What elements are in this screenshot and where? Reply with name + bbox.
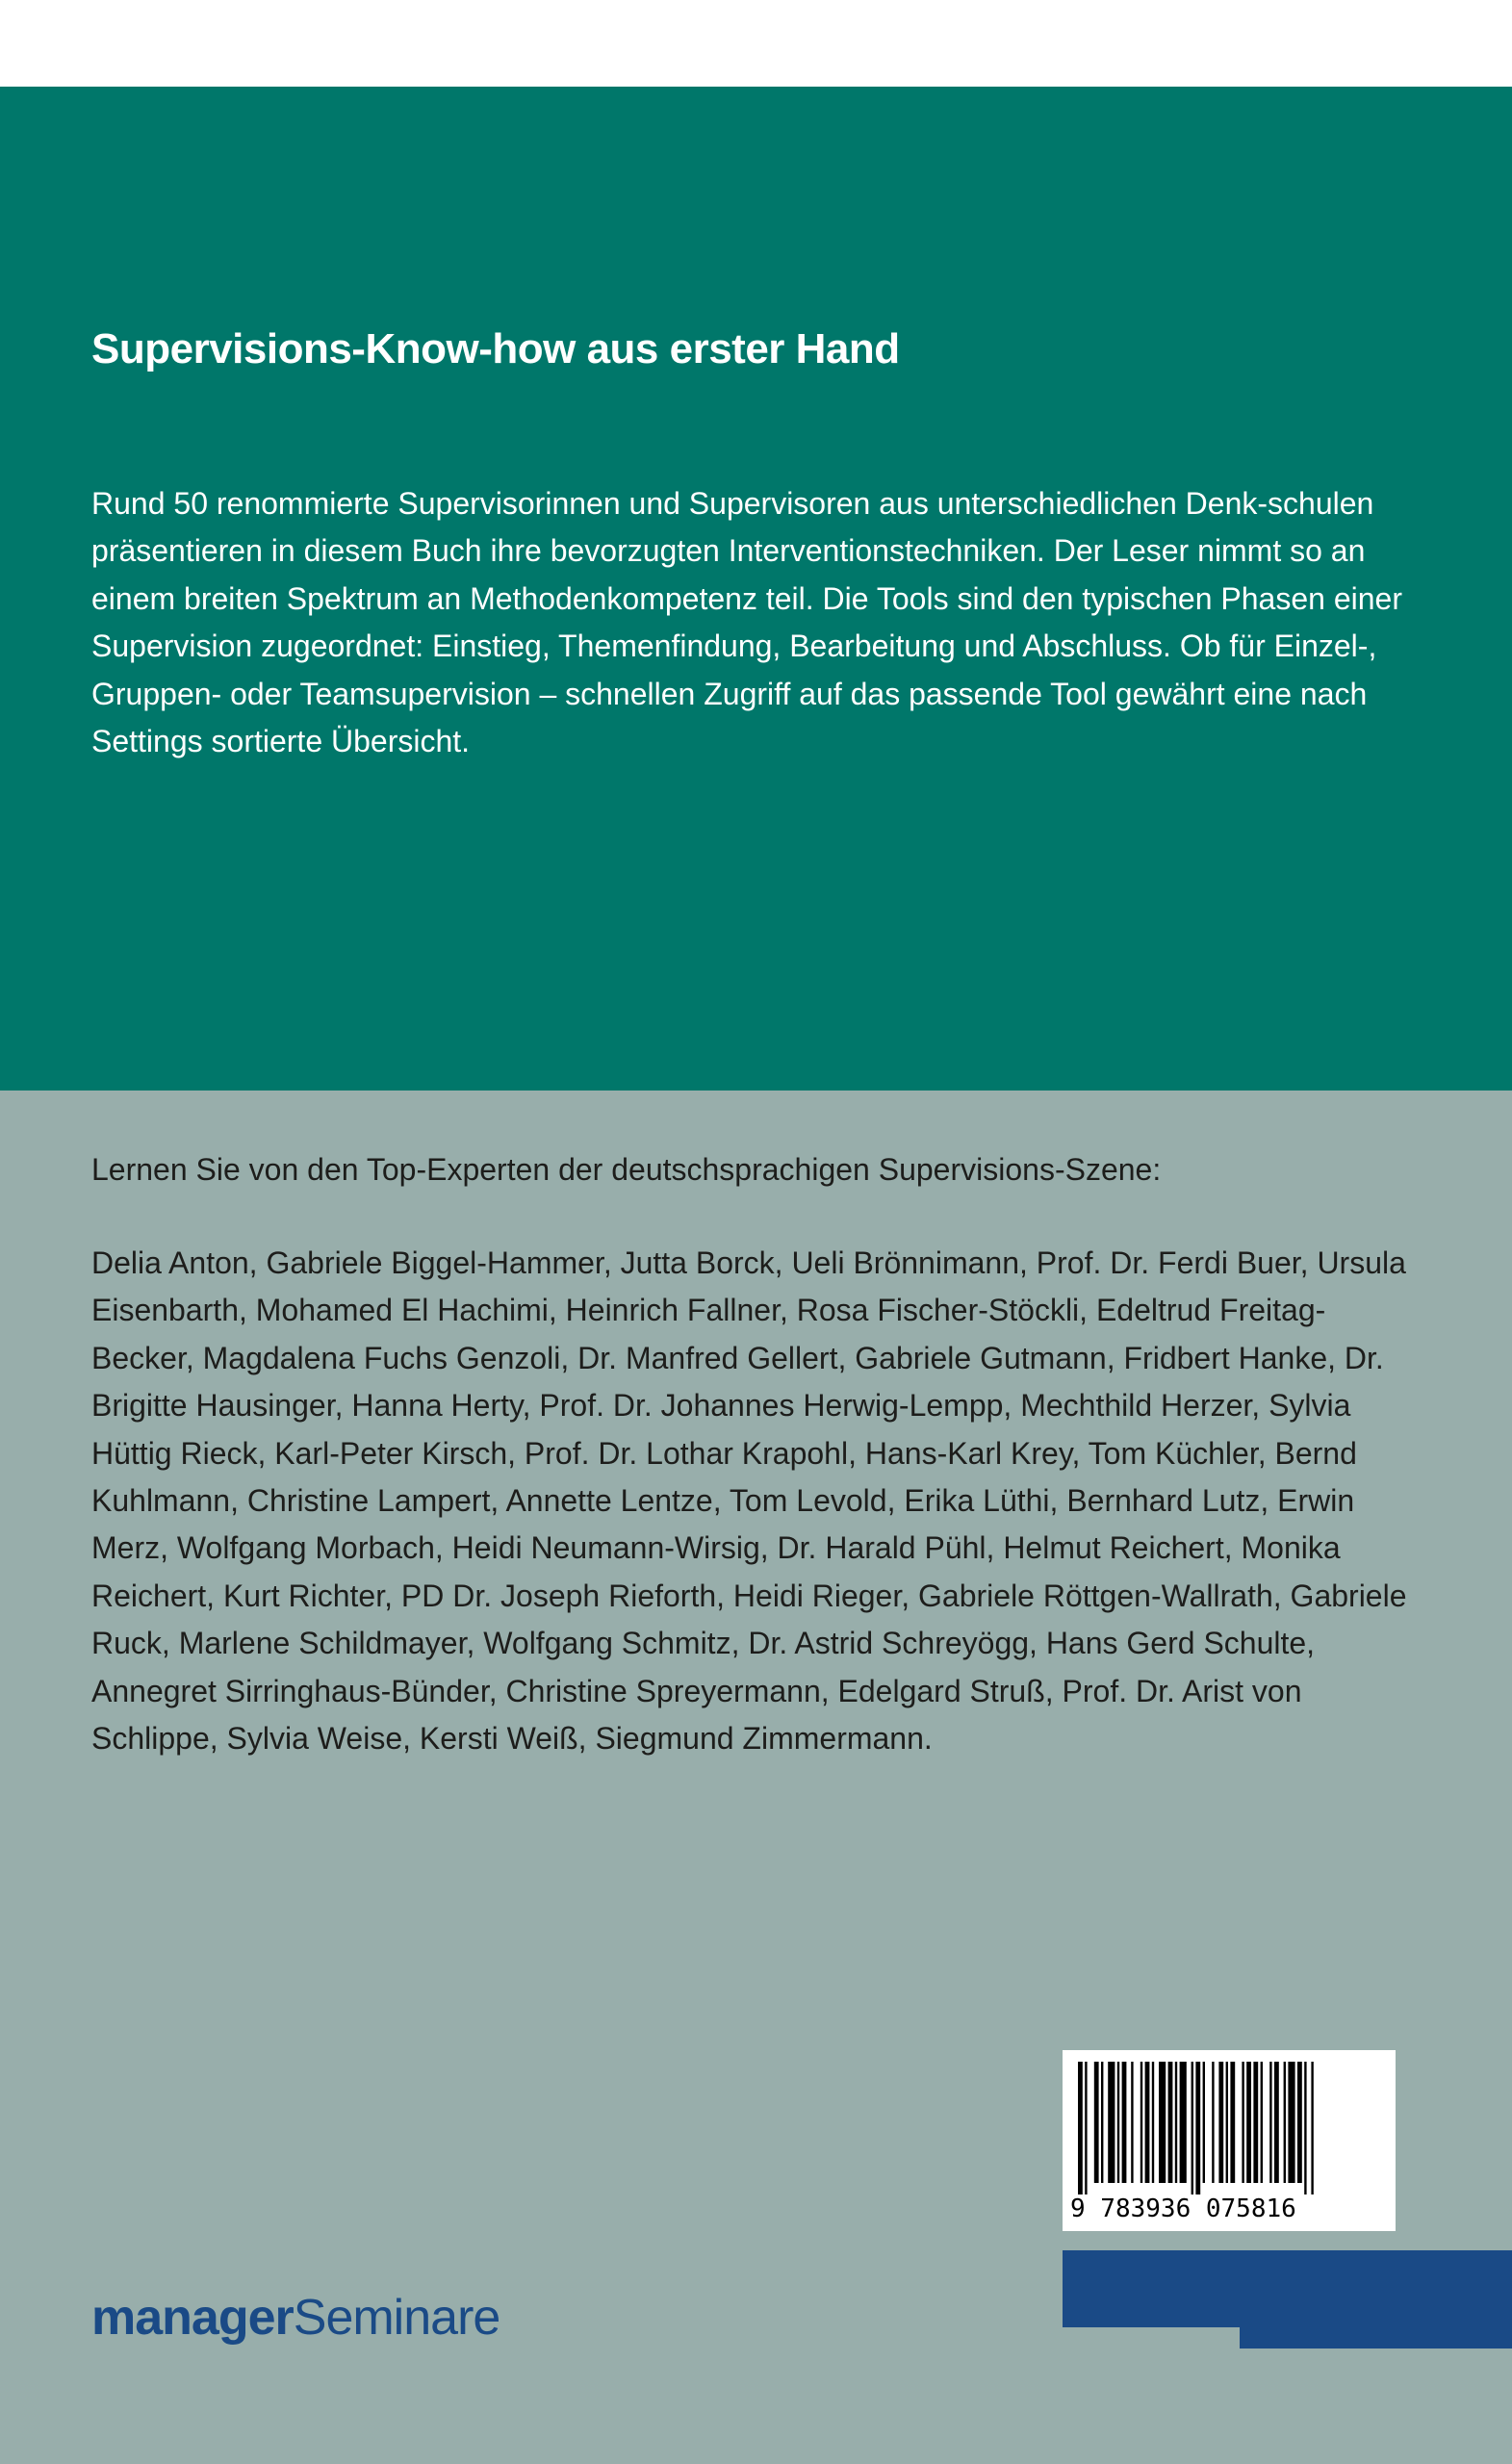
logo-seminare: Seminare xyxy=(293,2290,500,2346)
barcode-bar xyxy=(1242,2062,1243,2183)
barcode-bar xyxy=(1311,2062,1313,2194)
barcode-bar xyxy=(1269,2062,1271,2183)
barcode-bar xyxy=(1152,2062,1154,2183)
barcode-digits: 9 783936 075816 xyxy=(1070,2194,1296,2223)
barcode-bar xyxy=(1203,2062,1205,2183)
barcode-bar xyxy=(1078,2062,1083,2194)
barcode-bar xyxy=(1195,2062,1200,2194)
barcode-bar xyxy=(1140,2062,1142,2183)
logo-manager: manager xyxy=(91,2290,294,2346)
barcode-bar xyxy=(1226,2062,1228,2183)
top-white-band xyxy=(0,0,1512,87)
barcode-bar xyxy=(1304,2062,1306,2194)
barcode-bar xyxy=(1168,2062,1173,2183)
barcode-bar xyxy=(1218,2062,1223,2183)
barcode-bar xyxy=(1288,2062,1294,2183)
barcode-bar xyxy=(1094,2062,1099,2183)
barcode-bar xyxy=(1145,2062,1150,2183)
barcode-bar xyxy=(1180,2062,1187,2183)
barcode-bar xyxy=(1131,2062,1133,2183)
barcode-bar xyxy=(1274,2062,1279,2183)
barcode-bar xyxy=(1261,2062,1263,2183)
publisher-logo xyxy=(91,2287,500,2348)
isbn-barcode xyxy=(1063,2050,1396,2231)
brand-blue-block-step xyxy=(1240,2327,1512,2348)
barcode-bar xyxy=(1101,2062,1103,2183)
brand-blue-block xyxy=(1063,2250,1512,2327)
barcode-bar xyxy=(1284,2062,1286,2183)
barcode-bars xyxy=(1076,2062,1382,2194)
barcode-bar xyxy=(1117,2062,1119,2183)
experts-intro: Lernen Sie von den Top-Experten der deutschsprachigen Supervisions-Szene: xyxy=(91,1152,1162,1187)
barcode-bar xyxy=(1297,2062,1302,2183)
blurb-paragraph: Rund 50 renommierte Supervisorinnen und Supervisoren aus unterschiedlichen Denk-schulen präsentieren in diesem Buch ihre bevorzugten Interventionstechniken. Der Leser nimmt so an einem breiten Spektrum an Methodenkompetenz teil. Die Tools sind den typischen Phasen einer Supervision zugeordnet: Einstieg, Themenfindung, Bearbeitung und Abschluss. Ob für Einzel-, Gruppen- oder Teamsupervision – schnellen Zugriff auf das passende Tool gewährt eine nach Settings sortierte Übersicht. xyxy=(91,486,1402,759)
barcode-bar xyxy=(1192,2062,1193,2194)
barcode-bar xyxy=(1175,2062,1177,2183)
barcode-bar xyxy=(1212,2062,1214,2183)
barcode-bar xyxy=(1159,2062,1166,2183)
barcode-bar xyxy=(1253,2062,1258,2183)
barcode-bar xyxy=(1246,2062,1251,2183)
barcode-bar xyxy=(1085,2062,1087,2194)
barcode-bar xyxy=(1230,2062,1235,2183)
headline: Supervisions-Know-how aus erster Hand xyxy=(91,325,900,372)
barcode-bar xyxy=(1122,2062,1127,2183)
barcode-bar xyxy=(1108,2062,1115,2183)
experts-list: Delia Anton, Gabriele Biggel-Hammer, Jutta Borck, Ueli Brönnimann, Prof. Dr. Ferdi Buer, Ursula Eisenbarth, Mohamed El Hachimi, Heinrich Fallner, Rosa Fischer-Stöckli, Edeltrud Freitag-Becker, Magdalena Fuchs Genzoli, Dr. Manfred Gellert, Gabriele Gutmann, Fridbert Hanke, Dr. Brigitte Hausinger, Hanna Herty, Prof. Dr. Johannes Herwig-Lempp, Mechthild Herzer, Sylvia Hüttig Rieck, Karl-Peter Kirsch, Prof. Dr. Lothar Krapohl, Hans-Karl Krey, Tom Küchler, Bernd Kuhlmann, Christine Lampert, Annette Lentze, Tom Levold, Erika Lüthi, Bernhard Lutz, Erwin Merz, Wolfgang Morbach, Heidi Neumann-Wirsig, Dr. Harald Pühl, Helmut Reichert, Monika Reichert, Kurt Richter, PD Dr. Joseph Rieforth, Heidi Rieger, Gabriele Röttgen-Wallrath, Gabriele Ruck, Marlene Schildmayer, Wolfgang Schmitz, Dr. Astrid Schreyögg, Hans Gerd Schulte, Annegret Sirringhaus-Bünder, Christine Spreyermann, Edelgard Struß, Prof. Dr. Arist von Schlippe, Sylvia Weise, Kersti Weiß, Siegmund Zimmermann. xyxy=(91,1245,1407,1757)
